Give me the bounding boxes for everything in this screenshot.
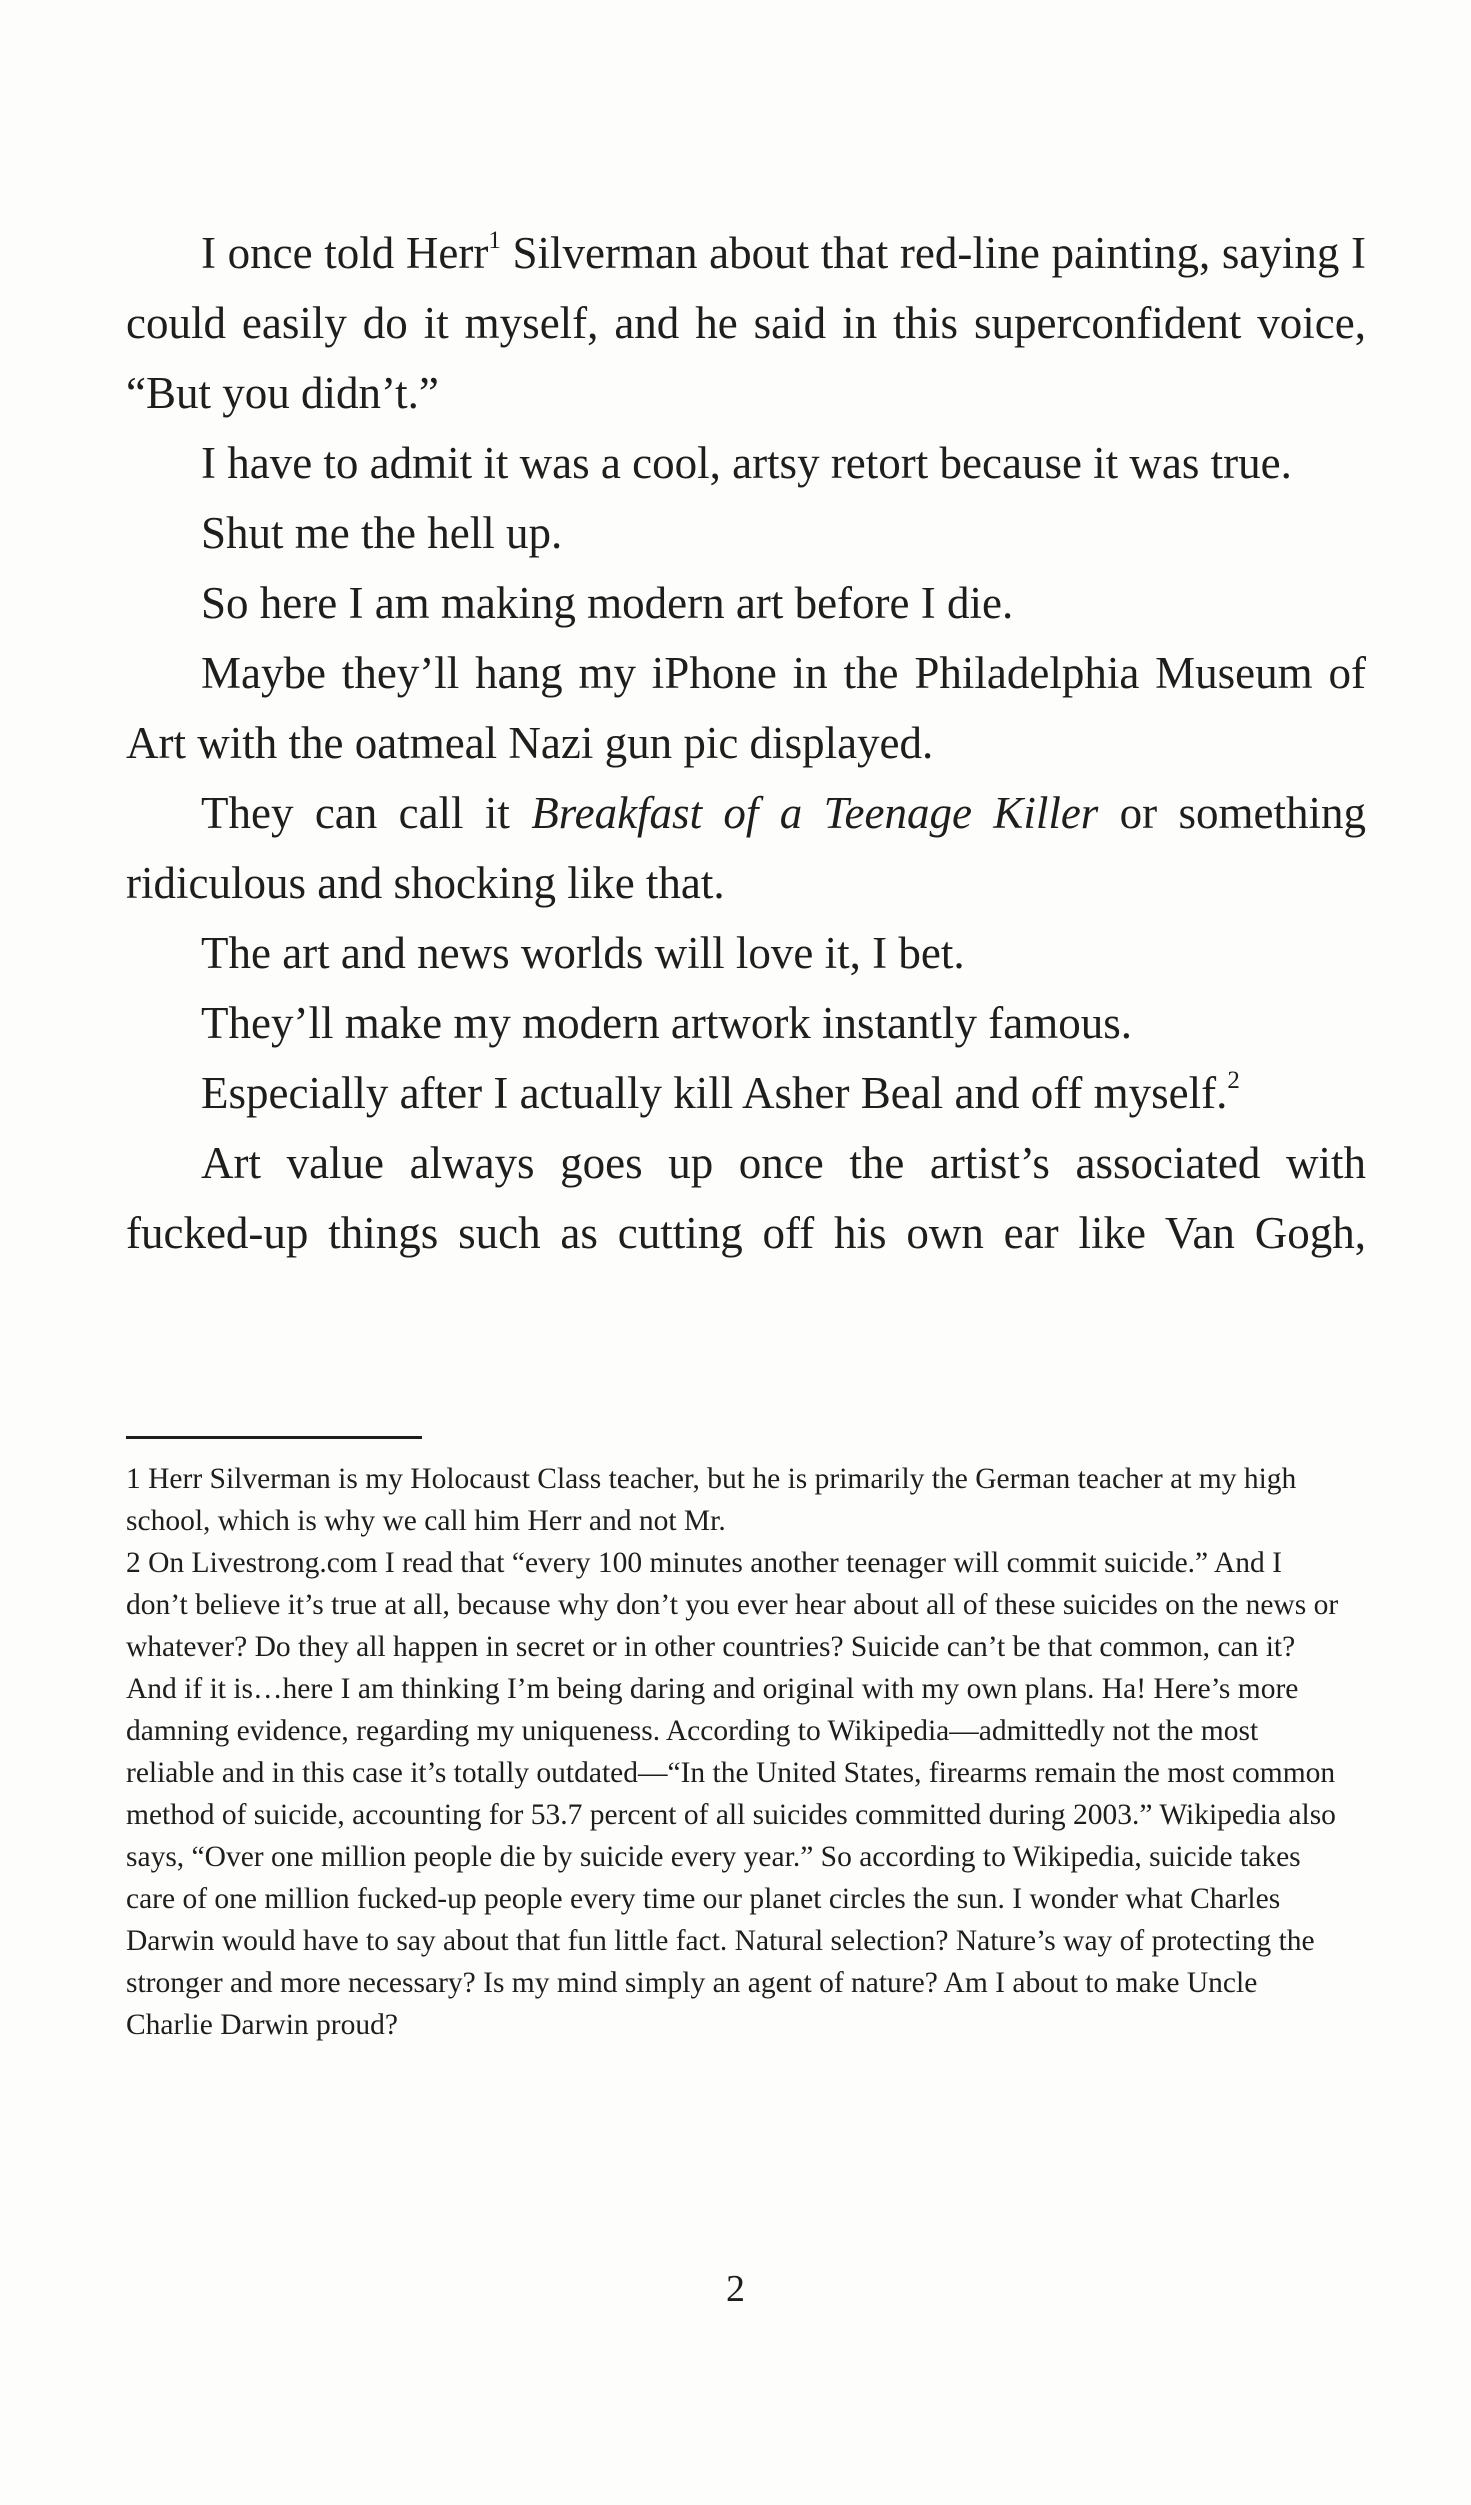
footnote-1: 1 Herr Silverman is my Holocaust Class teacher, but he is primarily the German teacher at my high school, which is why we call him Herr and not Mr. — [126, 1463, 1297, 1537]
paragraph: I once told Herr$^1$ Silverman about that red-line painting, saying I could easily do it myself, and he said in this superconfident voice, “But you didn’t.” — [126, 227, 1366, 418]
paragraph: The art and news worlds will love it, I bet. — [201, 928, 965, 978]
page-number: 2 — [726, 2268, 745, 2310]
footnote-divider — [126, 1436, 422, 1439]
paragraph: Especially after I actually kill Asher Beal and off myself.$^2$ — [201, 1067, 1240, 1118]
paragraph: They’ll make my modern artwork instantly famous. — [201, 998, 1133, 1048]
paragraph: They can call it Breakfast of a Teenage Killer or something ridiculous and shocking like that. — [126, 788, 1366, 908]
paragraph: Art value always goes up once the artist’s associated with fucked-up things such as cutting off his own ear like Van Gogh, — [126, 1138, 1366, 1258]
footnote-2: 2 On Livestrong.com I read that “every 100 minutes another teenager will commit suicide.” And I don’t believe it’s true at all, because why don’t you ever hear about all of these suicides on the news or whatever? Do they all happen in secret or in other countries? Suicide can’t be that common, can it? And if it is…here I am thinking I’m being daring and original with my own plans. Ha! Here’s more damning evidence, regarding my uniqueness. According to Wikipedia—admittedly not the most reliable and in this case it’s totally outdated—“In the United States, firearms remain the most common method of suicide, accounting for 53.7 percent of all suicides committed during 2003.” Wikipedia also says, “Over one million people die by suicide every year.” So according to Wikipedia, suicide takes care of one million fucked-up people every time our planet circles the sun. I wonder what Charles Darwin would have to say about that fun little fact. Natural selection? Nature’s way of protecting the stronger and more necessary? Is my mind simply an agent of nature? Am I about to make Uncle Charlie Darwin proud? — [126, 1547, 1339, 2041]
paragraph: Shut me the hell up. — [201, 508, 563, 558]
footnotes — [126, 1458, 1346, 2046]
paragraph: So here I am making modern art before I die. — [201, 578, 1014, 628]
footnote-ref-2[interactable]: 2 — [1227, 1067, 1240, 1094]
footnote-ref-1[interactable]: 1 — [488, 227, 501, 254]
paragraph: Maybe they’ll hang my iPhone in the Philadelphia Museum of Art with the oatmeal Nazi gun pic displayed. — [126, 648, 1366, 768]
main-text — [126, 218, 1366, 1268]
italic-title: Breakfast of a Teenage Killer — [531, 788, 1099, 838]
paragraph: I have to admit it was a cool, artsy retort because it was true. — [201, 438, 1292, 488]
